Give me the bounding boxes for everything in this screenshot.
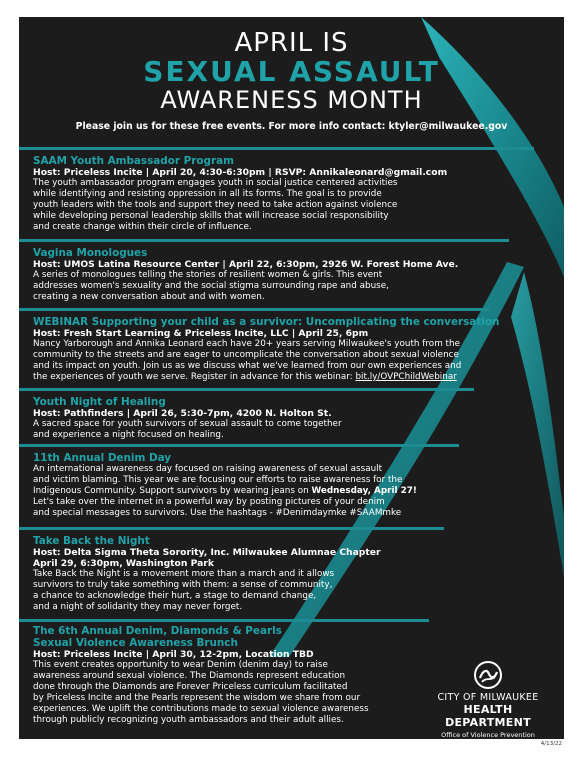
text-line	[33, 486, 533, 497]
event-subtitle: Sexual Violence Awareness Brunch	[33, 637, 238, 649]
text-line: community to the streets and are eager to uncomplicate the conversation about sexual violence	[33, 350, 459, 360]
event-denim-diamonds-pearls	[33, 625, 433, 726]
event-title: 11th Annual Denim Day	[33, 452, 172, 464]
event-youth-ambassador	[33, 155, 533, 233]
text-line: by Priceless Incite and the Pearls represent the wisdom we share from our	[33, 693, 361, 703]
event-host: Host: Pathfinders | April 26, 5:30-7pm, 4200 N. Holton St.	[33, 408, 332, 419]
text-line: through publicly recognizing youth ambassadors and their adult allies.	[33, 715, 344, 725]
event-title: SAAM Youth Ambassador Program	[33, 155, 234, 167]
event-host: Host: Priceless Incite | April 30, 12-2pm, Location TBD	[33, 649, 314, 660]
event-vagina-monologues	[33, 247, 533, 303]
divider	[19, 527, 444, 530]
text-line: youth leaders with the tools and support they need to take action against violence	[33, 200, 398, 210]
event-host: Host: UMOS Latina Resource Center | April 22, 6:30pm, 2926 W. Forest Home Ave.	[33, 259, 459, 270]
text-span: the experiences of youth we serve. Register in advance for this webinar:	[33, 372, 356, 382]
health-department-logo	[423, 660, 553, 739]
event-title: Youth Night of Healing	[33, 396, 166, 408]
text-line: and victim blaming. This year we are focusing our efforts to raise awareness for the	[33, 475, 403, 485]
text-line: survivors to truly take something with them: a sense of community,	[33, 580, 333, 590]
text-line: Nancy Yarborough and Annika Leonard each have 20+ years serving Milwaukee's youth from the	[33, 339, 460, 349]
text-line: addresses women's sexuality and the social stigma surrounding rape and abuse,	[33, 281, 389, 291]
divider	[19, 444, 459, 447]
city-of-milwaukee-logo-icon	[473, 660, 503, 690]
divider	[19, 619, 429, 622]
logo-department-text: HEALTH DEPARTMENT	[445, 703, 531, 729]
event-host: Host: Priceless Incite | April 20, 4:30-6:30pm | RSVP: Annikaleonard@gmail.com	[33, 167, 448, 178]
header-line-2: SEXUAL ASSAULT	[143, 55, 440, 88]
event-take-back-the-night	[33, 535, 533, 613]
header	[19, 29, 564, 114]
text-line: and special messages to survivors. Use the hashtags - #Denimdaymke #SAAMmke	[33, 508, 402, 518]
event-title: WEBINAR Supporting your child as a survivor: Uncomplicating the conversation	[33, 316, 500, 328]
text-line: A series of monologues telling the stories of resilient women & girls. This event	[33, 270, 383, 280]
event-title: Vagina Monologues	[33, 247, 148, 259]
text-line: a chance to acknowledge their hurt, a stage to demand change,	[33, 591, 317, 601]
text-span: Indigenous Community. Support survivors by wearing jeans on	[33, 486, 312, 496]
text-line: The youth ambassador program engages youth in social justice centered activities	[33, 178, 398, 188]
text-line: This event creates opportunity to wear Denim (denim day) to raise	[33, 660, 328, 670]
invite-line: Please join us for these free events. For more info contact: ktyler@milwaukee.gov	[75, 121, 508, 132]
text-line: A sacred space for youth survivors of sexual assault to come together	[33, 419, 342, 429]
divider	[19, 388, 474, 391]
text-line: and create change within their circle of influence.	[33, 222, 252, 232]
text-line: Take Back the Night is a movement more than a march and it allows	[33, 569, 335, 579]
text-line: while identifying and resisting oppression in all its forms. The goal is to provide	[33, 189, 382, 199]
flyer	[19, 17, 564, 739]
logo-city-text: CITY OF MILWAUKEE	[437, 692, 539, 703]
text-line: Let's take over the internet in a powerful way by posting pictures of your denim	[33, 497, 385, 507]
event-denim-day	[33, 452, 533, 519]
text-line: and its impact on youth. Join us as we discuss what we've learned from our own experiences and	[33, 361, 462, 371]
divider	[19, 239, 509, 242]
event-host: Host: Fresh Start Learning & Priceless Incite, LLC | April 25, 6pm	[33, 328, 369, 339]
event-description	[33, 339, 553, 383]
event-description	[33, 178, 533, 233]
text-line: creating a new conversation about and with women.	[33, 292, 265, 302]
event-title: The 6th Annual Denim, Diamonds & Pearls	[33, 625, 282, 637]
webinar-link[interactable]: bit.ly/OVPChildWebinar	[355, 372, 457, 382]
emphasis-date: Wednesday, April 27!	[311, 486, 417, 496]
event-description	[33, 419, 533, 441]
event-description	[33, 464, 533, 519]
text-line: and a night of solidarity they may never forget.	[33, 602, 243, 612]
event-webinar	[33, 316, 553, 383]
header-line-1: APRIL IS	[234, 28, 349, 58]
event-youth-night-of-healing	[33, 396, 533, 441]
event-description	[33, 270, 533, 303]
divider	[19, 308, 489, 311]
event-description	[33, 569, 533, 613]
event-title: Take Back the Night	[33, 535, 150, 547]
text-line: while developing personal leadership skills that will increase social responsibility	[33, 211, 389, 221]
text-line: experiences. We uplift the contributions made to sexual violence awareness	[33, 704, 369, 714]
logo-office-text: Office of Violence Prevention	[441, 731, 535, 739]
text-line: and experience a night focused on healing.	[33, 430, 224, 440]
event-host: Host: Delta Sigma Theta Sorority, Inc. Milwaukee Alumnae Chapter	[33, 547, 381, 558]
text-line	[33, 372, 553, 383]
text-line: awareness around sexual violence. The Diamonds represent education	[33, 671, 346, 681]
event-date: April 29, 6:30pm, Washington Park	[33, 558, 214, 569]
text-line: done through the Diamonds are Forever Priceless curriculum facilitated	[33, 682, 348, 692]
footer-date: 4/13/22	[540, 741, 562, 747]
event-description	[33, 660, 433, 726]
divider	[19, 147, 534, 150]
header-line-3: AWARENESS MONTH	[160, 86, 423, 114]
text-line: An international awareness day focused on raising awareness of sexual assault	[33, 464, 383, 474]
